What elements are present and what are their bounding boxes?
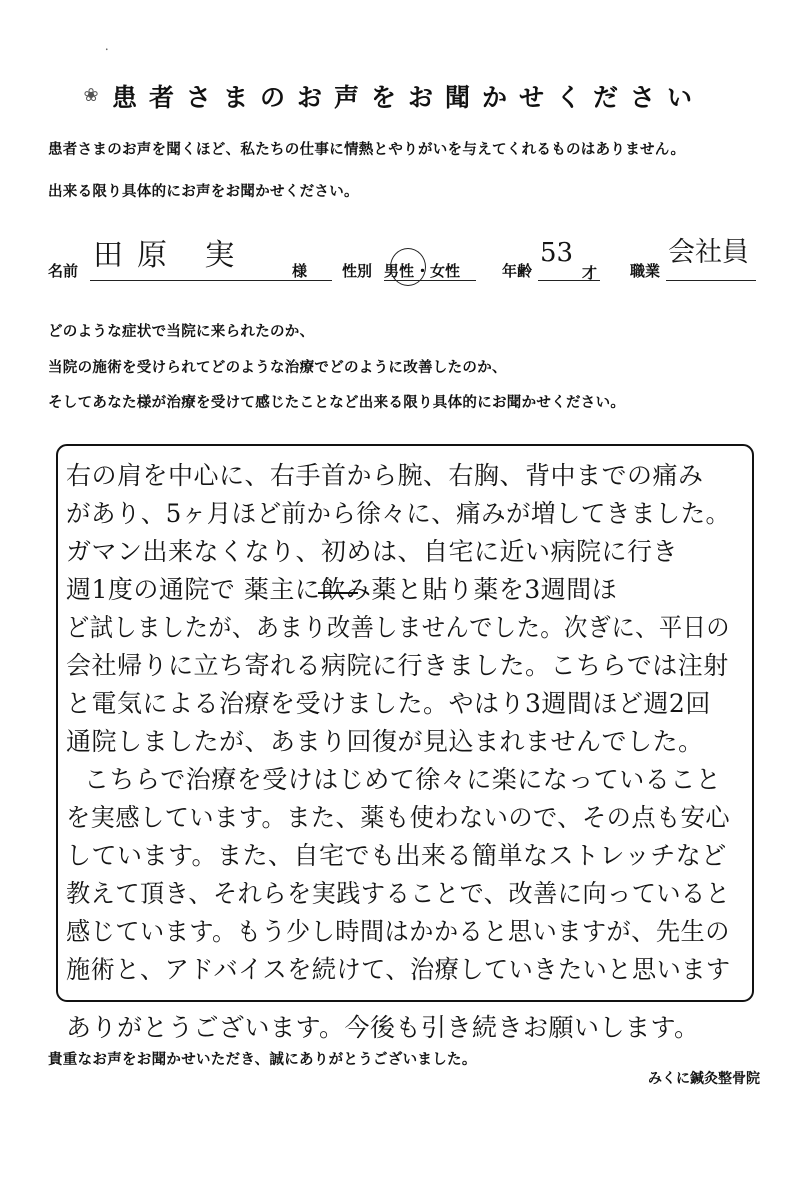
- answer-line-15: ありがとうございます。今後も引き続きお願いします。: [66, 1013, 700, 1042]
- answer-line-3: ガマン出来なくなり、初めは、自宅に近い病院に行き: [66, 537, 679, 566]
- name-value: 田原 実: [93, 238, 249, 273]
- answer-line-10: を実感しています。また、薬も使わないので、その点も安心: [66, 803, 731, 832]
- age-value: 53: [540, 238, 574, 268]
- clinic-name: みくに鍼灸整骨院: [648, 1071, 760, 1087]
- gender-separator: ・: [415, 262, 431, 280]
- name-suffix: 様: [292, 262, 308, 280]
- answer-line-4: 週1度の通院で 薬主に飲み薬と貼り薬を3週間ほ: [66, 575, 618, 604]
- question-line-1: どのような症状で当院に来られたのか、: [48, 324, 315, 340]
- age-underline: [538, 280, 600, 281]
- answer-line-2: があり、5ヶ月ほど前から徐々に、痛みが増してきました。: [66, 499, 731, 528]
- stray-mark: ⸳: [105, 41, 109, 56]
- answer-line-5: ど試しましたが、あまり改善しませんでした。次ぎに、平日の: [66, 613, 731, 642]
- question-line-2: 当院の施術を受けられてどのような治療でどのように改善したのか、: [48, 360, 507, 376]
- answer-line-12: 教えて頂き、それらを実践することで、改善に向っていると: [66, 879, 731, 908]
- gender-female-option: 女性: [430, 262, 461, 280]
- gender-underline: [384, 280, 476, 281]
- intro-line-1: 患者さまのお声を聞くほど、私たちの仕事に情熱とやりがいを与えてくれるものはありません。: [48, 142, 686, 158]
- closing-text: 貴重なお声をお聞かせいただき、誠にありがとうございました。: [48, 1052, 477, 1068]
- answer-line-13: 感じています。もう少し時間はかかると思いますが、先生の: [66, 917, 730, 946]
- answer-line-6: 会社帰りに立ち寄れる病院に行きました。こちらでは注射: [66, 651, 729, 680]
- answer-line-9: こちらで治療を受けはじめて徐々に楽になっていること: [84, 765, 722, 794]
- name-label: 名前: [48, 262, 79, 280]
- patient-info-row: [48, 226, 768, 286]
- job-value: 会社員: [668, 237, 749, 268]
- flower-icon: ❀: [83, 85, 99, 106]
- answer-line-11: しています。また、自宅でも出来る簡単なストレッチなど: [66, 841, 727, 870]
- strike-through-mark: [318, 592, 358, 594]
- title-row: [80, 78, 740, 114]
- page-title: 患者さまのお声をお聞かせください: [112, 83, 705, 112]
- job-label: 職業: [630, 262, 661, 280]
- answer-line-8: 通院しましたが、あまり回復が見込まれませんでした。: [66, 727, 704, 756]
- answer-line-1: 右の肩を中心に、右手首から腕、右胸、背中までの痛み: [66, 461, 704, 490]
- age-unit: 才: [582, 264, 598, 282]
- question-line-3: そしてあなた様が治療を受けて感じたことなど出来る限り具体的にお聞かせください。: [48, 395, 626, 411]
- job-underline: [666, 280, 756, 281]
- gender-male-option: 男性: [384, 262, 415, 280]
- age-label: 年齢: [502, 262, 533, 280]
- answer-line-7: と電気による治療を受けました。やはり3週間ほど週2回: [66, 689, 711, 718]
- intro-line-2: 出来る限り具体的にお声をお聞かせください。: [48, 184, 359, 200]
- answer-line-14: 施術と、アドバイスを続けて、治療していきたいと思います: [66, 955, 731, 984]
- gender-label: 性別: [342, 262, 373, 280]
